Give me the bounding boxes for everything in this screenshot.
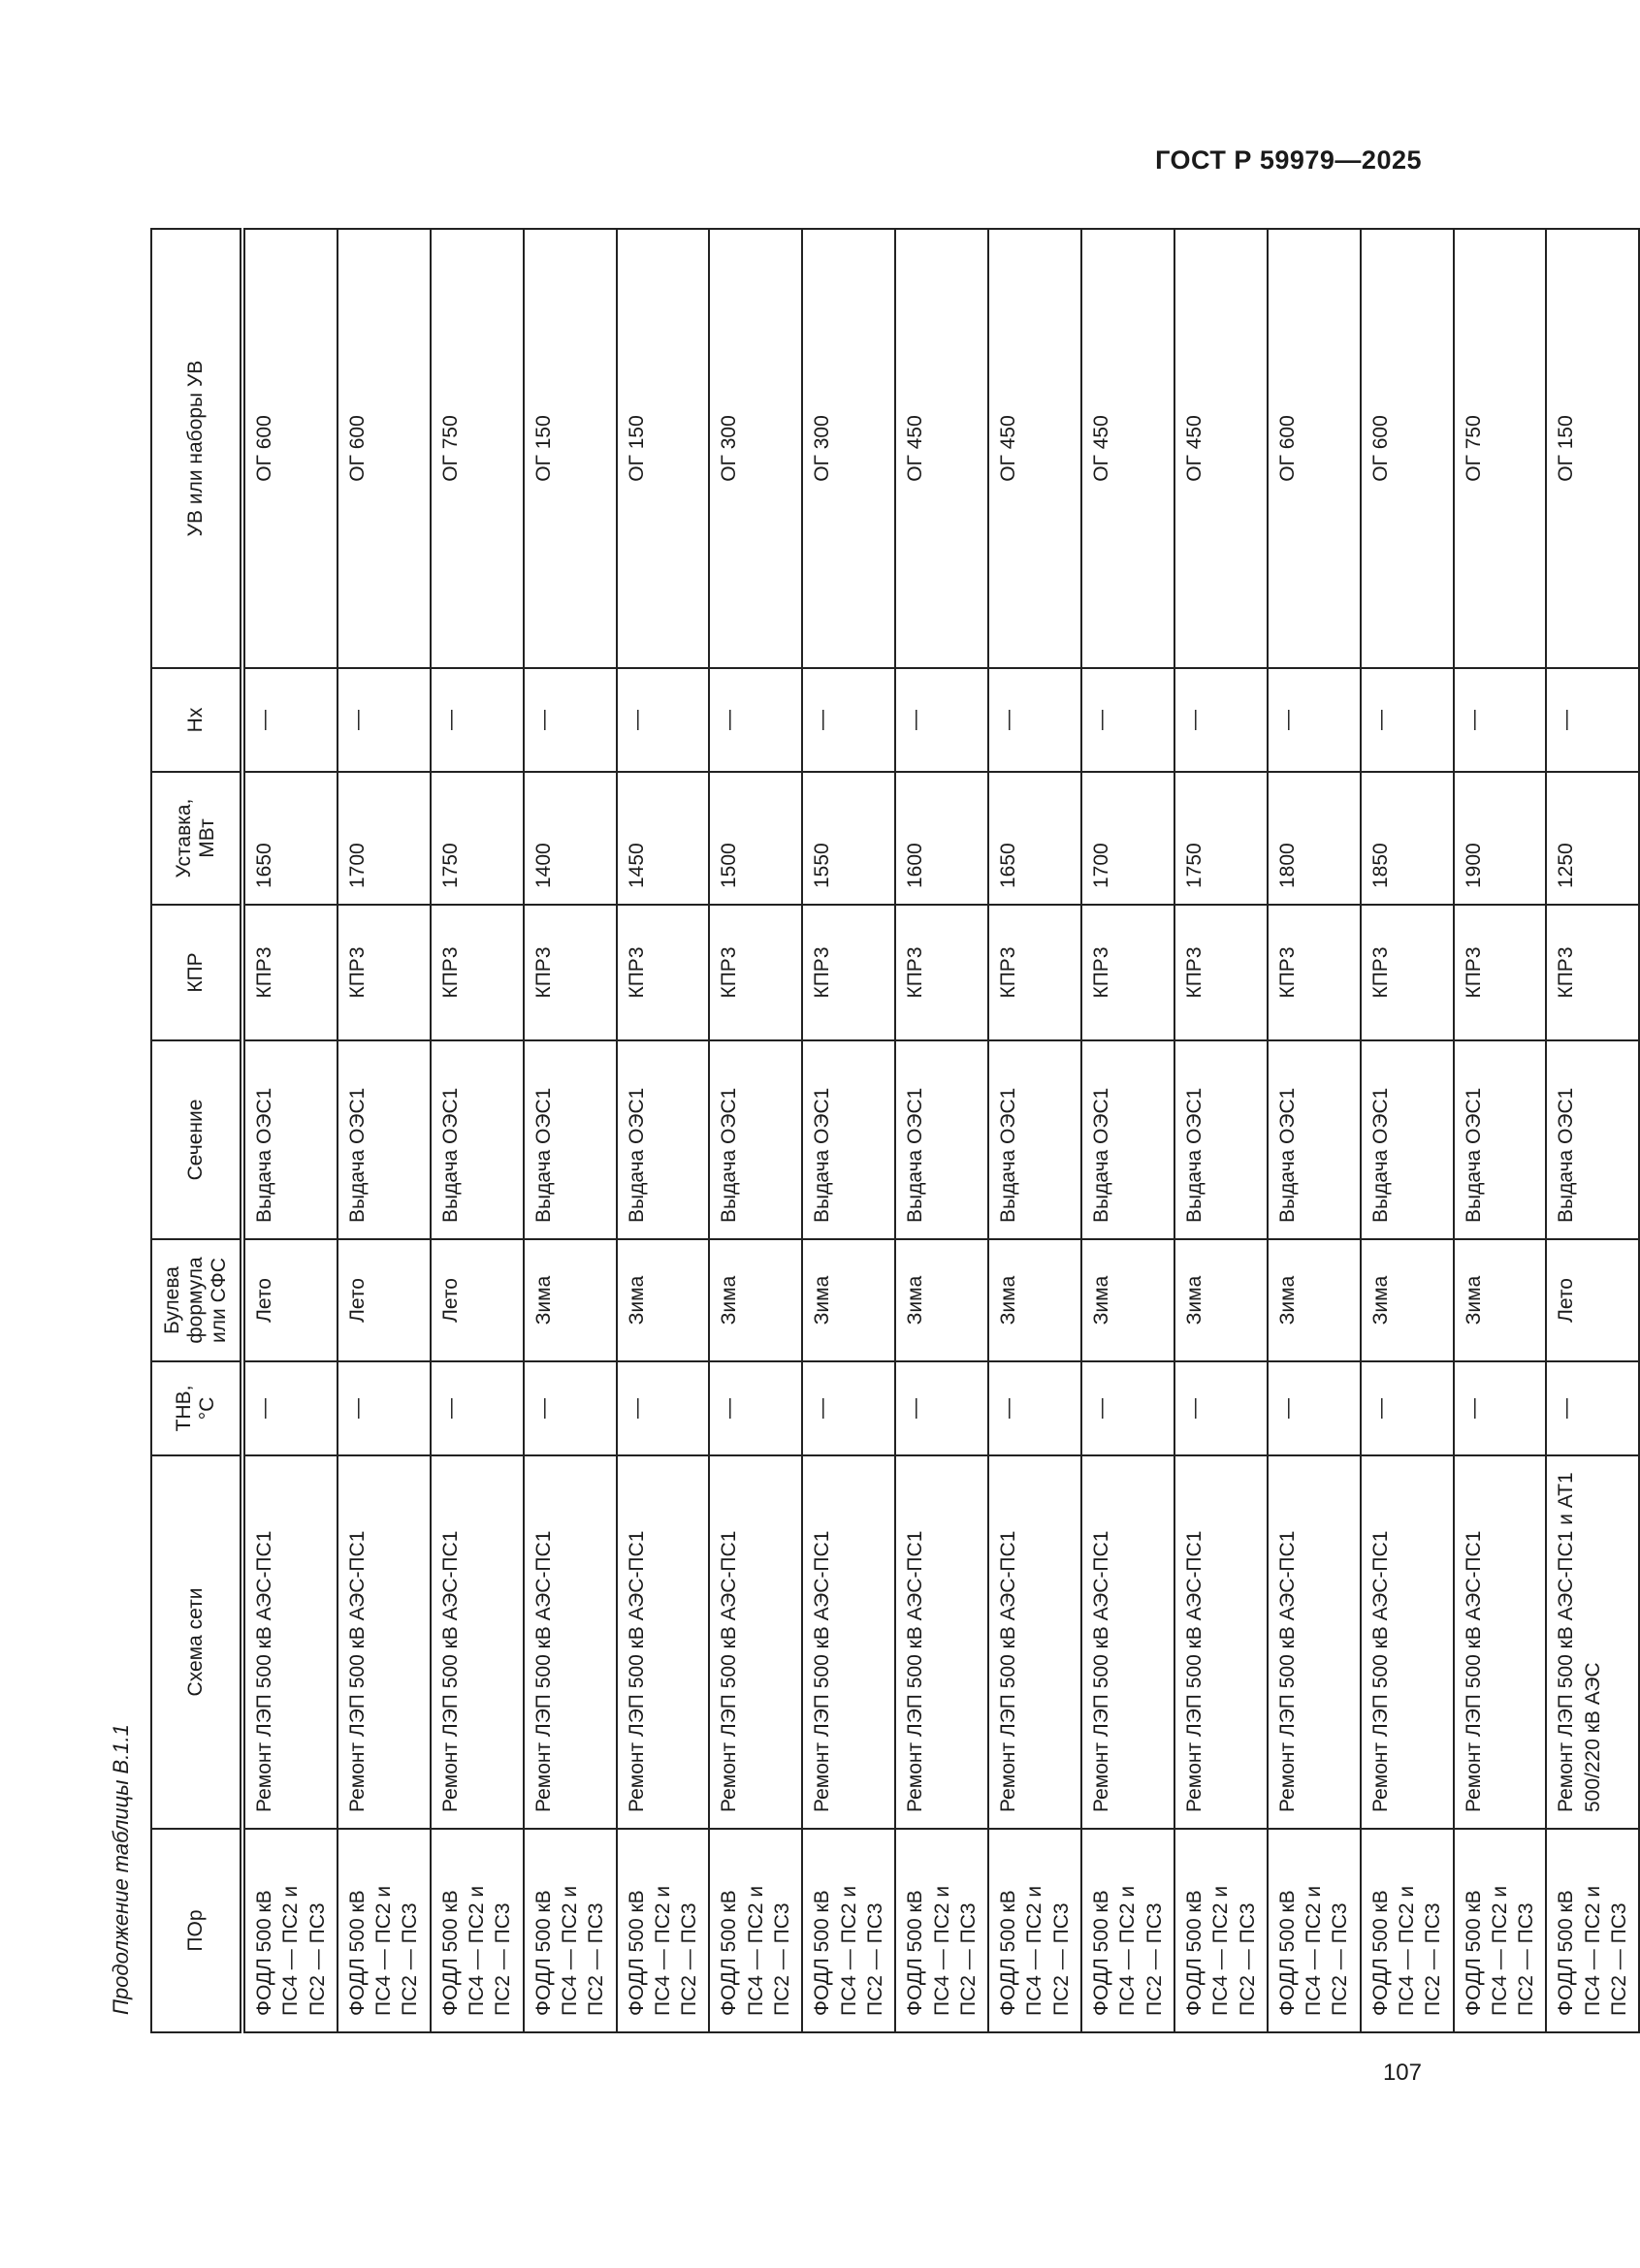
col-setpoint-cell: 1850 [1361, 772, 1454, 905]
col-setpoint-cell: 1800 [1268, 772, 1361, 905]
col-boolean-formula-cell: Лето [338, 1239, 431, 1361]
col-network-scheme-cell: Ремонт ЛЭП 500 кВ АЭС-ПС1 [242, 1455, 338, 1829]
col-setpoint-cell: 1650 [242, 772, 338, 905]
col-control-actions-header: УВ или наборы УВ [151, 229, 242, 668]
col-setpoint-cell: 1550 [802, 772, 895, 905]
col-section-cell: Выдача ОЭС1 [988, 1040, 1081, 1239]
col-section-cell: Выдача ОЭС1 [338, 1040, 431, 1239]
col-control-actions-cell: ОГ 450 [988, 229, 1081, 668]
table-row [1546, 229, 1639, 2032]
col-kpr-cell: КПР3 [1361, 905, 1454, 1040]
table-row [1268, 229, 1361, 2032]
col-control-actions-cell: ОГ 600 [338, 229, 431, 668]
col-control-actions-cell: ОГ 150 [1546, 229, 1639, 668]
col-section-cell: Выдача ОЭС1 [431, 1040, 524, 1239]
data-table [150, 228, 1640, 2033]
col-setpoint-cell: 1400 [524, 772, 617, 905]
col-kpr-cell: КПР3 [524, 905, 617, 1040]
col-section-cell: Выдача ОЭС1 [802, 1040, 895, 1239]
col-control-actions-cell: ОГ 600 [1361, 229, 1454, 668]
col-network-scheme-cell: Ремонт ЛЭП 500 кВ АЭС-ПС1 [1361, 1455, 1454, 1829]
col-tnv-cell: — [617, 1361, 710, 1455]
col-tnv-cell: — [895, 1361, 988, 1455]
col-boolean-formula-header: Булева формула или СФС [151, 1239, 242, 1361]
table-row [431, 229, 524, 2032]
col-boolean-formula-cell: Зима [1174, 1239, 1268, 1361]
table-row [524, 229, 617, 2032]
col-network-scheme-cell: Ремонт ЛЭП 500 кВ АЭС-ПС1 и АТ1 500/220 кВ АЭС [1546, 1455, 1639, 1829]
col-kpr-cell: КПР3 [895, 905, 988, 1040]
col-boolean-formula-cell: Лето [431, 1239, 524, 1361]
col-kpr-cell: КПР3 [617, 905, 710, 1040]
col-nx-cell: — [988, 668, 1081, 772]
col-tnv-cell: — [338, 1361, 431, 1455]
col-kpr-cell: КПР3 [709, 905, 802, 1040]
table-row [1174, 229, 1268, 2032]
col-section-cell: Выдача ОЭС1 [1454, 1040, 1547, 1239]
col-nx-cell: — [1174, 668, 1268, 772]
col-nx-cell: — [802, 668, 895, 772]
col-section-cell: Выдача ОЭС1 [895, 1040, 988, 1239]
col-boolean-formula-cell: Зима [709, 1239, 802, 1361]
col-tnv-cell: — [1361, 1361, 1454, 1455]
col-nx-header: Нх [151, 668, 242, 772]
col-por-cell: ФОДЛ 500 кВ ПС4 — ПС2 и ПС2 — ПС3 [242, 1829, 338, 2032]
col-kpr-header: КПР [151, 905, 242, 1040]
table-body [242, 229, 1639, 2032]
col-tnv-cell: — [1268, 1361, 1361, 1455]
col-network-scheme-cell: Ремонт ЛЭП 500 кВ АЭС-ПС1 [617, 1455, 710, 1829]
document-code: ГОСТ Р 59979—2025 [1155, 145, 1422, 175]
col-network-scheme-cell: Ремонт ЛЭП 500 кВ АЭС-ПС1 [1454, 1455, 1547, 1829]
col-boolean-formula-cell: Зима [1081, 1239, 1174, 1361]
col-control-actions-cell: ОГ 450 [895, 229, 988, 668]
col-por-cell: ФОДЛ 500 кВ ПС4 — ПС2 и ПС2 — ПС3 [1361, 1829, 1454, 2032]
col-por-cell: ФОДЛ 500 кВ ПС4 — ПС2 и ПС2 — ПС3 [1174, 1829, 1268, 2032]
col-tnv-cell: — [242, 1361, 338, 1455]
table-row [1454, 229, 1547, 2032]
col-setpoint-cell: 1700 [338, 772, 431, 905]
col-kpr-cell: КПР3 [1454, 905, 1547, 1040]
page-number: 107 [1382, 2060, 1422, 2086]
col-kpr-cell: КПР3 [1546, 905, 1639, 1040]
col-section-header: Сечение [151, 1040, 242, 1239]
table-header-row [151, 229, 242, 2032]
table-row [1081, 229, 1174, 2032]
col-control-actions-cell: ОГ 450 [1081, 229, 1174, 668]
col-boolean-formula-cell: Зима [1361, 1239, 1454, 1361]
col-network-scheme-cell: Ремонт ЛЭП 500 кВ АЭС-ПС1 [1081, 1455, 1174, 1829]
col-nx-cell: — [524, 668, 617, 772]
col-network-scheme-cell: Ремонт ЛЭП 500 кВ АЭС-ПС1 [524, 1455, 617, 1829]
col-tnv-cell: — [431, 1361, 524, 1455]
col-por-cell: ФОДЛ 500 кВ ПС4 — ПС2 и ПС2 — ПС3 [617, 1829, 710, 2032]
table-caption: Продолжение таблицы В.1.1 [109, 1724, 133, 2015]
col-tnv-cell: — [1174, 1361, 1268, 1455]
table-row [988, 229, 1081, 2032]
col-setpoint-cell: 1750 [1174, 772, 1268, 905]
col-section-cell: Выдача ОЭС1 [617, 1040, 710, 1239]
col-tnv-cell: — [524, 1361, 617, 1455]
col-boolean-formula-cell: Зима [1454, 1239, 1547, 1361]
col-network-scheme-cell: Ремонт ЛЭП 500 кВ АЭС-ПС1 [338, 1455, 431, 1829]
col-boolean-formula-cell: Зима [1268, 1239, 1361, 1361]
col-network-scheme-cell: Ремонт ЛЭП 500 кВ АЭС-ПС1 [895, 1455, 988, 1829]
col-kpr-cell: КПР3 [802, 905, 895, 1040]
col-control-actions-cell: ОГ 600 [242, 229, 338, 668]
table-row [709, 229, 802, 2032]
col-kpr-cell: КПР3 [988, 905, 1081, 1040]
col-section-cell: Выдача ОЭС1 [709, 1040, 802, 1239]
col-setpoint-header: Уставка, МВт [151, 772, 242, 905]
col-kpr-cell: КПР3 [1268, 905, 1361, 1040]
col-kpr-cell: КПР3 [242, 905, 338, 1040]
col-boolean-formula-cell: Лето [242, 1239, 338, 1361]
col-tnv-cell: — [802, 1361, 895, 1455]
col-setpoint-cell: 1750 [431, 772, 524, 905]
col-por-cell: ФОДЛ 500 кВ ПС4 — ПС2 и ПС2 — ПС3 [709, 1829, 802, 2032]
col-tnv-header: ТНВ, °С [151, 1361, 242, 1455]
col-por-cell: ФОДЛ 500 кВ ПС4 — ПС2 и ПС2 — ПС3 [895, 1829, 988, 2032]
col-control-actions-cell: ОГ 150 [617, 229, 710, 668]
col-nx-cell: — [895, 668, 988, 772]
col-control-actions-cell: ОГ 600 [1268, 229, 1361, 668]
col-nx-cell: — [1361, 668, 1454, 772]
col-boolean-formula-cell: Зима [617, 1239, 710, 1361]
col-setpoint-cell: 1600 [895, 772, 988, 905]
col-control-actions-cell: ОГ 750 [1454, 229, 1547, 668]
col-nx-cell: — [709, 668, 802, 772]
col-setpoint-cell: 1250 [1546, 772, 1639, 905]
col-kpr-cell: КПР3 [1174, 905, 1268, 1040]
col-por-header: ПОр [151, 1829, 242, 2032]
col-nx-cell: — [1546, 668, 1639, 772]
table-row [802, 229, 895, 2032]
col-network-scheme-cell: Ремонт ЛЭП 500 кВ АЭС-ПС1 [1174, 1455, 1268, 1829]
col-setpoint-cell: 1900 [1454, 772, 1547, 905]
col-section-cell: Выдача ОЭС1 [1546, 1040, 1639, 1239]
col-boolean-formula-cell: Зима [895, 1239, 988, 1361]
col-por-cell: ФОДЛ 500 кВ ПС4 — ПС2 и ПС2 — ПС3 [524, 1829, 617, 2032]
col-section-cell: Выдача ОЭС1 [524, 1040, 617, 1239]
col-por-cell: ФОДЛ 500 кВ ПС4 — ПС2 и ПС2 — ПС3 [1546, 1829, 1639, 2032]
col-por-cell: ФОДЛ 500 кВ ПС4 — ПС2 и ПС2 — ПС3 [1454, 1829, 1547, 2032]
col-nx-cell: — [1454, 668, 1547, 772]
col-network-scheme-cell: Ремонт ЛЭП 500 кВ АЭС-ПС1 [1268, 1455, 1361, 1829]
col-boolean-formula-cell: Зима [524, 1239, 617, 1361]
col-section-cell: Выдача ОЭС1 [242, 1040, 338, 1239]
col-network-scheme-cell: Ремонт ЛЭП 500 кВ АЭС-ПС1 [431, 1455, 524, 1829]
col-network-scheme-cell: Ремонт ЛЭП 500 кВ АЭС-ПС1 [709, 1455, 802, 1829]
col-control-actions-cell: ОГ 300 [802, 229, 895, 668]
col-control-actions-cell: ОГ 150 [524, 229, 617, 668]
table-row [895, 229, 988, 2032]
col-section-cell: Выдача ОЭС1 [1268, 1040, 1361, 1239]
col-network-scheme-cell: Ремонт ЛЭП 500 кВ АЭС-ПС1 [802, 1455, 895, 1829]
col-setpoint-cell: 1650 [988, 772, 1081, 905]
col-control-actions-cell: ОГ 750 [431, 229, 524, 668]
col-tnv-cell: — [1454, 1361, 1547, 1455]
col-por-cell: ФОДЛ 500 кВ ПС4 — ПС2 и ПС2 — ПС3 [988, 1829, 1081, 2032]
rotated-table-wrapper [150, 230, 1631, 2033]
col-boolean-formula-cell: Зима [988, 1239, 1081, 1361]
col-por-cell: ФОДЛ 500 кВ ПС4 — ПС2 и ПС2 — ПС3 [1081, 1829, 1174, 2032]
col-por-cell: ФОДЛ 500 кВ ПС4 — ПС2 и ПС2 — ПС3 [431, 1829, 524, 2032]
col-setpoint-cell: 1500 [709, 772, 802, 905]
col-nx-cell: — [617, 668, 710, 772]
col-boolean-formula-cell: Лето [1546, 1239, 1639, 1361]
col-tnv-cell: — [1081, 1361, 1174, 1455]
col-section-cell: Выдача ОЭС1 [1361, 1040, 1454, 1239]
col-tnv-cell: — [1546, 1361, 1639, 1455]
table-row [338, 229, 431, 2032]
table-row [1361, 229, 1454, 2032]
col-tnv-cell: — [988, 1361, 1081, 1455]
table-row [617, 229, 710, 2032]
col-setpoint-cell: 1700 [1081, 772, 1174, 905]
col-por-cell: ФОДЛ 500 кВ ПС4 — ПС2 и ПС2 — ПС3 [802, 1829, 895, 2032]
col-nx-cell: — [1081, 668, 1174, 772]
col-por-cell: ФОДЛ 500 кВ ПС4 — ПС2 и ПС2 — ПС3 [338, 1829, 431, 2032]
col-network-scheme-header: Схема сети [151, 1455, 242, 1829]
col-kpr-cell: КПР3 [1081, 905, 1174, 1040]
col-tnv-cell: — [709, 1361, 802, 1455]
col-boolean-formula-cell: Зима [802, 1239, 895, 1361]
col-network-scheme-cell: Ремонт ЛЭП 500 кВ АЭС-ПС1 [988, 1455, 1081, 1829]
col-kpr-cell: КПР3 [338, 905, 431, 1040]
col-nx-cell: — [1268, 668, 1361, 772]
col-section-cell: Выдача ОЭС1 [1081, 1040, 1174, 1239]
col-por-cell: ФОДЛ 500 кВ ПС4 — ПС2 и ПС2 — ПС3 [1268, 1829, 1361, 2032]
col-kpr-cell: КПР3 [431, 905, 524, 1040]
col-section-cell: Выдача ОЭС1 [1174, 1040, 1268, 1239]
col-nx-cell: — [338, 668, 431, 772]
col-nx-cell: — [242, 668, 338, 772]
col-control-actions-cell: ОГ 450 [1174, 229, 1268, 668]
col-nx-cell: — [431, 668, 524, 772]
table-row [242, 229, 338, 2032]
col-setpoint-cell: 1450 [617, 772, 710, 905]
col-control-actions-cell: ОГ 300 [709, 229, 802, 668]
